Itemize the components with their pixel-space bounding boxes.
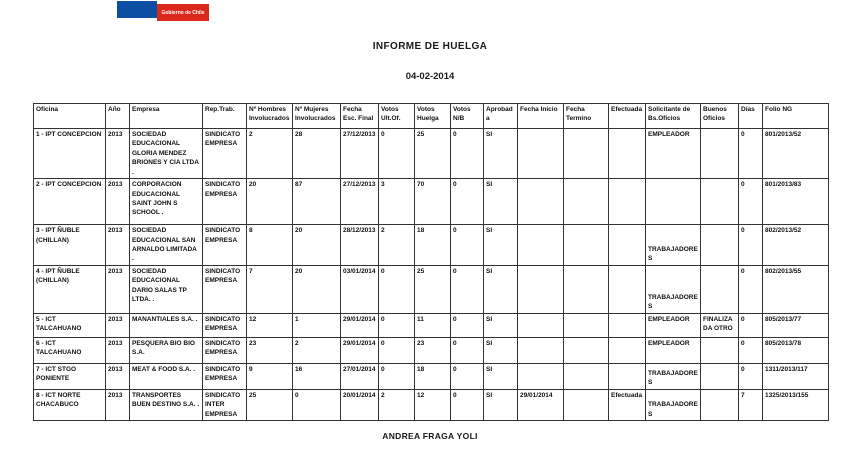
table-cell: [701, 337, 739, 363]
table-cell: 0: [739, 129, 763, 179]
table-cell: 03/01/2014: [341, 265, 379, 313]
table-cell: 3: [379, 179, 415, 225]
table-cell: SI: [484, 225, 518, 266]
logo-flag-red: [157, 4, 209, 21]
table-cell: EMPLEADOR: [646, 313, 701, 337]
table-cell: 27/01/2014: [341, 363, 379, 389]
table-cell: SINDICATO EMPRESA: [203, 129, 247, 179]
column-header: Oficina: [34, 104, 106, 129]
column-header: Fecha Termino: [564, 104, 609, 129]
table-cell: TRABAJADORES: [646, 225, 701, 266]
table-cell: 25: [247, 389, 293, 420]
table-cell: 29/01/2014: [341, 337, 379, 363]
table-cell: 6 - ICT TALCAHUANO: [34, 337, 106, 363]
table-cell: 802/2013/52: [763, 225, 829, 266]
table-cell: SI: [484, 363, 518, 389]
table-cell: 23: [247, 337, 293, 363]
table-cell: 0: [379, 129, 415, 179]
table-cell: [518, 265, 564, 313]
column-header: Empresa: [130, 104, 203, 129]
column-header: Buenos Oficios: [701, 104, 739, 129]
table-cell: PESQUERA BIO BIO S.A.: [130, 337, 203, 363]
table-cell: 18: [415, 363, 451, 389]
table-cell: 0: [379, 265, 415, 313]
column-header: Rep.Trab.: [203, 104, 247, 129]
table-cell: [564, 179, 609, 225]
table-cell: 0: [451, 363, 484, 389]
table-cell: SOCIEDAD EDUCACIONAL DARIO SALAS TP LTDA. .: [130, 265, 203, 313]
table-cell: [609, 225, 646, 266]
table-cell: 5 - ICT TALCAHUANO: [34, 313, 106, 337]
table-cell: 18: [415, 225, 451, 266]
table-cell: 2013: [106, 129, 130, 179]
table-cell: 20/01/2014: [341, 389, 379, 420]
table-cell: 20: [293, 225, 341, 266]
table-cell: 2 - IPT CONCEPCION: [34, 179, 106, 225]
column-header: Fecha Esc. Final: [341, 104, 379, 129]
table-cell: 2: [247, 129, 293, 179]
table-cell: 0: [293, 389, 341, 420]
table-cell: 0: [739, 179, 763, 225]
table-cell: TRABAJADORES: [646, 265, 701, 313]
table-cell: [518, 337, 564, 363]
table-cell: SI: [484, 337, 518, 363]
column-header: Folio NG: [763, 104, 829, 129]
table-cell: SOCIEDAD EDUCACIONAL SAN ARNALDO LIMITADA .: [130, 225, 203, 266]
table-row: [34, 265, 829, 313]
table-cell: TRABAJADORES: [646, 389, 701, 420]
table-cell: [518, 313, 564, 337]
table-cell: 0: [379, 363, 415, 389]
table-cell: EMPLEADOR: [646, 129, 701, 179]
table-cell: SI: [484, 389, 518, 420]
column-header: Votos N/B: [451, 104, 484, 129]
table-cell: 7: [739, 389, 763, 420]
table-cell: [609, 337, 646, 363]
table-cell: TRABAJADORES: [646, 363, 701, 389]
table-cell: [701, 179, 739, 225]
table-cell: 2013: [106, 313, 130, 337]
table-cell: 0: [451, 337, 484, 363]
column-header: Votos Huelga: [415, 104, 451, 129]
table-cell: SINDICATO EMPRESA: [203, 179, 247, 225]
column-header: Nº Mujeres Involucrados: [293, 104, 341, 129]
table-cell: SI: [484, 313, 518, 337]
column-header: Días: [739, 104, 763, 129]
table-cell: [518, 179, 564, 225]
table-cell: [518, 129, 564, 179]
table-cell: 70: [415, 179, 451, 225]
header-row: [34, 104, 829, 129]
table-cell: SOCIEDAD EDUCACIONAL GLORIA MENDEZ BRIONES Y CIA LTDA .: [130, 129, 203, 179]
table-row: [34, 389, 829, 420]
table-cell: 23: [415, 337, 451, 363]
table-cell: [701, 389, 739, 420]
table-cell: 801/2013/52: [763, 129, 829, 179]
table-cell: 11: [415, 313, 451, 337]
table-cell: [564, 337, 609, 363]
table-cell: [518, 363, 564, 389]
table-cell: [564, 389, 609, 420]
table-cell: 1311/2013/117: [763, 363, 829, 389]
table-cell: [609, 265, 646, 313]
table-cell: 7: [247, 265, 293, 313]
table-cell: SINDICATO EMPRESA: [203, 225, 247, 266]
table-cell: 801/2013/83: [763, 179, 829, 225]
column-header: Solicitante de Bs.Oficios: [646, 104, 701, 129]
table-cell: 9: [247, 363, 293, 389]
table-cell: [701, 129, 739, 179]
table-cell: 0: [739, 225, 763, 266]
table-cell: 16: [293, 363, 341, 389]
table-cell: [564, 129, 609, 179]
table-cell: [646, 179, 701, 225]
table-cell: [701, 265, 739, 313]
table-cell: MANANTIALES S.A. .: [130, 313, 203, 337]
table-cell: [609, 129, 646, 179]
table-cell: [609, 363, 646, 389]
gobierno-de-chile-logo: [117, 1, 209, 21]
table-cell: [564, 265, 609, 313]
table-row: [34, 179, 829, 225]
table-cell: Efectuada: [609, 389, 646, 420]
table-cell: 0: [451, 129, 484, 179]
logo-text: Gobierno de Chile: [161, 9, 205, 16]
table-cell: 2: [293, 337, 341, 363]
table-cell: 1 - IPT CONCEPCION: [34, 129, 106, 179]
table-cell: 3 - IPT ÑUBLE (CHILLAN): [34, 225, 106, 266]
table-cell: [701, 363, 739, 389]
table-cell: 1325/2013/155: [763, 389, 829, 420]
column-header: Votos Ult.Of.: [379, 104, 415, 129]
table-cell: 805/2013/77: [763, 313, 829, 337]
column-header: Año: [106, 104, 130, 129]
table-cell: 0: [739, 313, 763, 337]
table-cell: FINALIZADA OTRO: [701, 313, 739, 337]
table-cell: 27/12/2013: [341, 179, 379, 225]
table-cell: SINDICATO EMPRESA: [203, 363, 247, 389]
table-cell: 0: [739, 337, 763, 363]
table-cell: 29/01/2014: [518, 389, 564, 420]
table-row: [34, 337, 829, 363]
table-cell: 2013: [106, 265, 130, 313]
table-cell: [564, 313, 609, 337]
table-cell: [564, 363, 609, 389]
table-row: [34, 363, 829, 389]
table-cell: 2013: [106, 225, 130, 266]
table-cell: MEAT & FOOD S.A. .: [130, 363, 203, 389]
page-title: INFORME DE HUELGA: [372, 41, 488, 52]
table-cell: SINDICATO EMPRESA: [203, 337, 247, 363]
table-cell: 1: [293, 313, 341, 337]
table-cell: 0: [451, 179, 484, 225]
table-row: [34, 225, 829, 266]
table-cell: 2013: [106, 179, 130, 225]
report-table: [33, 103, 829, 421]
table-cell: 2013: [106, 389, 130, 420]
column-header: Fecha Inicio: [518, 104, 564, 129]
table-row: [34, 129, 829, 179]
table-cell: SI: [484, 265, 518, 313]
table-cell: 8 - ICT NORTE CHACABUCO: [34, 389, 106, 420]
table-header: [34, 104, 829, 129]
table-cell: 12: [247, 313, 293, 337]
table-cell: EMPLEADOR: [646, 337, 701, 363]
table-cell: 4 - IPT ÑUBLE (CHILLAN): [34, 265, 106, 313]
table-cell: 0: [451, 389, 484, 420]
logo-flag-blue: [117, 1, 157, 18]
table-cell: SINDICATO EMPRESA: [203, 313, 247, 337]
report-date: 04-02-2014: [405, 71, 455, 82]
table-cell: SINDICATO EMPRESA: [203, 265, 247, 313]
table-cell: 2013: [106, 363, 130, 389]
table-cell: 8: [247, 225, 293, 266]
table-cell: 25: [415, 129, 451, 179]
signature-name: ANDREA FRAGA YOLI: [382, 431, 478, 441]
column-header: Aprobada: [484, 104, 518, 129]
table-cell: 28: [293, 129, 341, 179]
table-cell: [609, 179, 646, 225]
table-cell: [609, 313, 646, 337]
table-cell: 29/01/2014: [341, 313, 379, 337]
column-header: Nº Hombres Involucrados: [247, 104, 293, 129]
table-cell: [564, 225, 609, 266]
table-cell: 20: [293, 265, 341, 313]
column-header: Efectuada: [609, 104, 646, 129]
table-cell: 0: [451, 313, 484, 337]
table-cell: 27/12/2013: [341, 129, 379, 179]
table-cell: 28/12/2013: [341, 225, 379, 266]
table-cell: CORPORACION EDUCACIONAL SAINT JOHN S SCHOOL .: [130, 179, 203, 225]
table-cell: 0: [451, 225, 484, 266]
table-cell: 12: [415, 389, 451, 420]
table-cell: 0: [739, 363, 763, 389]
table-cell: SINDICATO INTER EMPRESA: [203, 389, 247, 420]
table-cell: 805/2013/78: [763, 337, 829, 363]
table-cell: [701, 225, 739, 266]
table-cell: 0: [379, 337, 415, 363]
table-cell: 0: [739, 265, 763, 313]
table-row: [34, 313, 829, 337]
table-cell: 25: [415, 265, 451, 313]
table-cell: 87: [293, 179, 341, 225]
table-cell: [518, 225, 564, 266]
table-cell: 2: [379, 389, 415, 420]
table-cell: SI: [484, 129, 518, 179]
table-cell: 802/2013/55: [763, 265, 829, 313]
table-body: [34, 129, 829, 421]
table-cell: 0: [451, 265, 484, 313]
table-cell: TRANSPORTES BUEN DESTINO S.A. .: [130, 389, 203, 420]
table-cell: 7 - ICT STGO PONIENTE: [34, 363, 106, 389]
table-cell: 20: [247, 179, 293, 225]
table-cell: 2013: [106, 337, 130, 363]
table-cell: 2: [379, 225, 415, 266]
table-cell: 0: [379, 313, 415, 337]
table-cell: SI: [484, 179, 518, 225]
